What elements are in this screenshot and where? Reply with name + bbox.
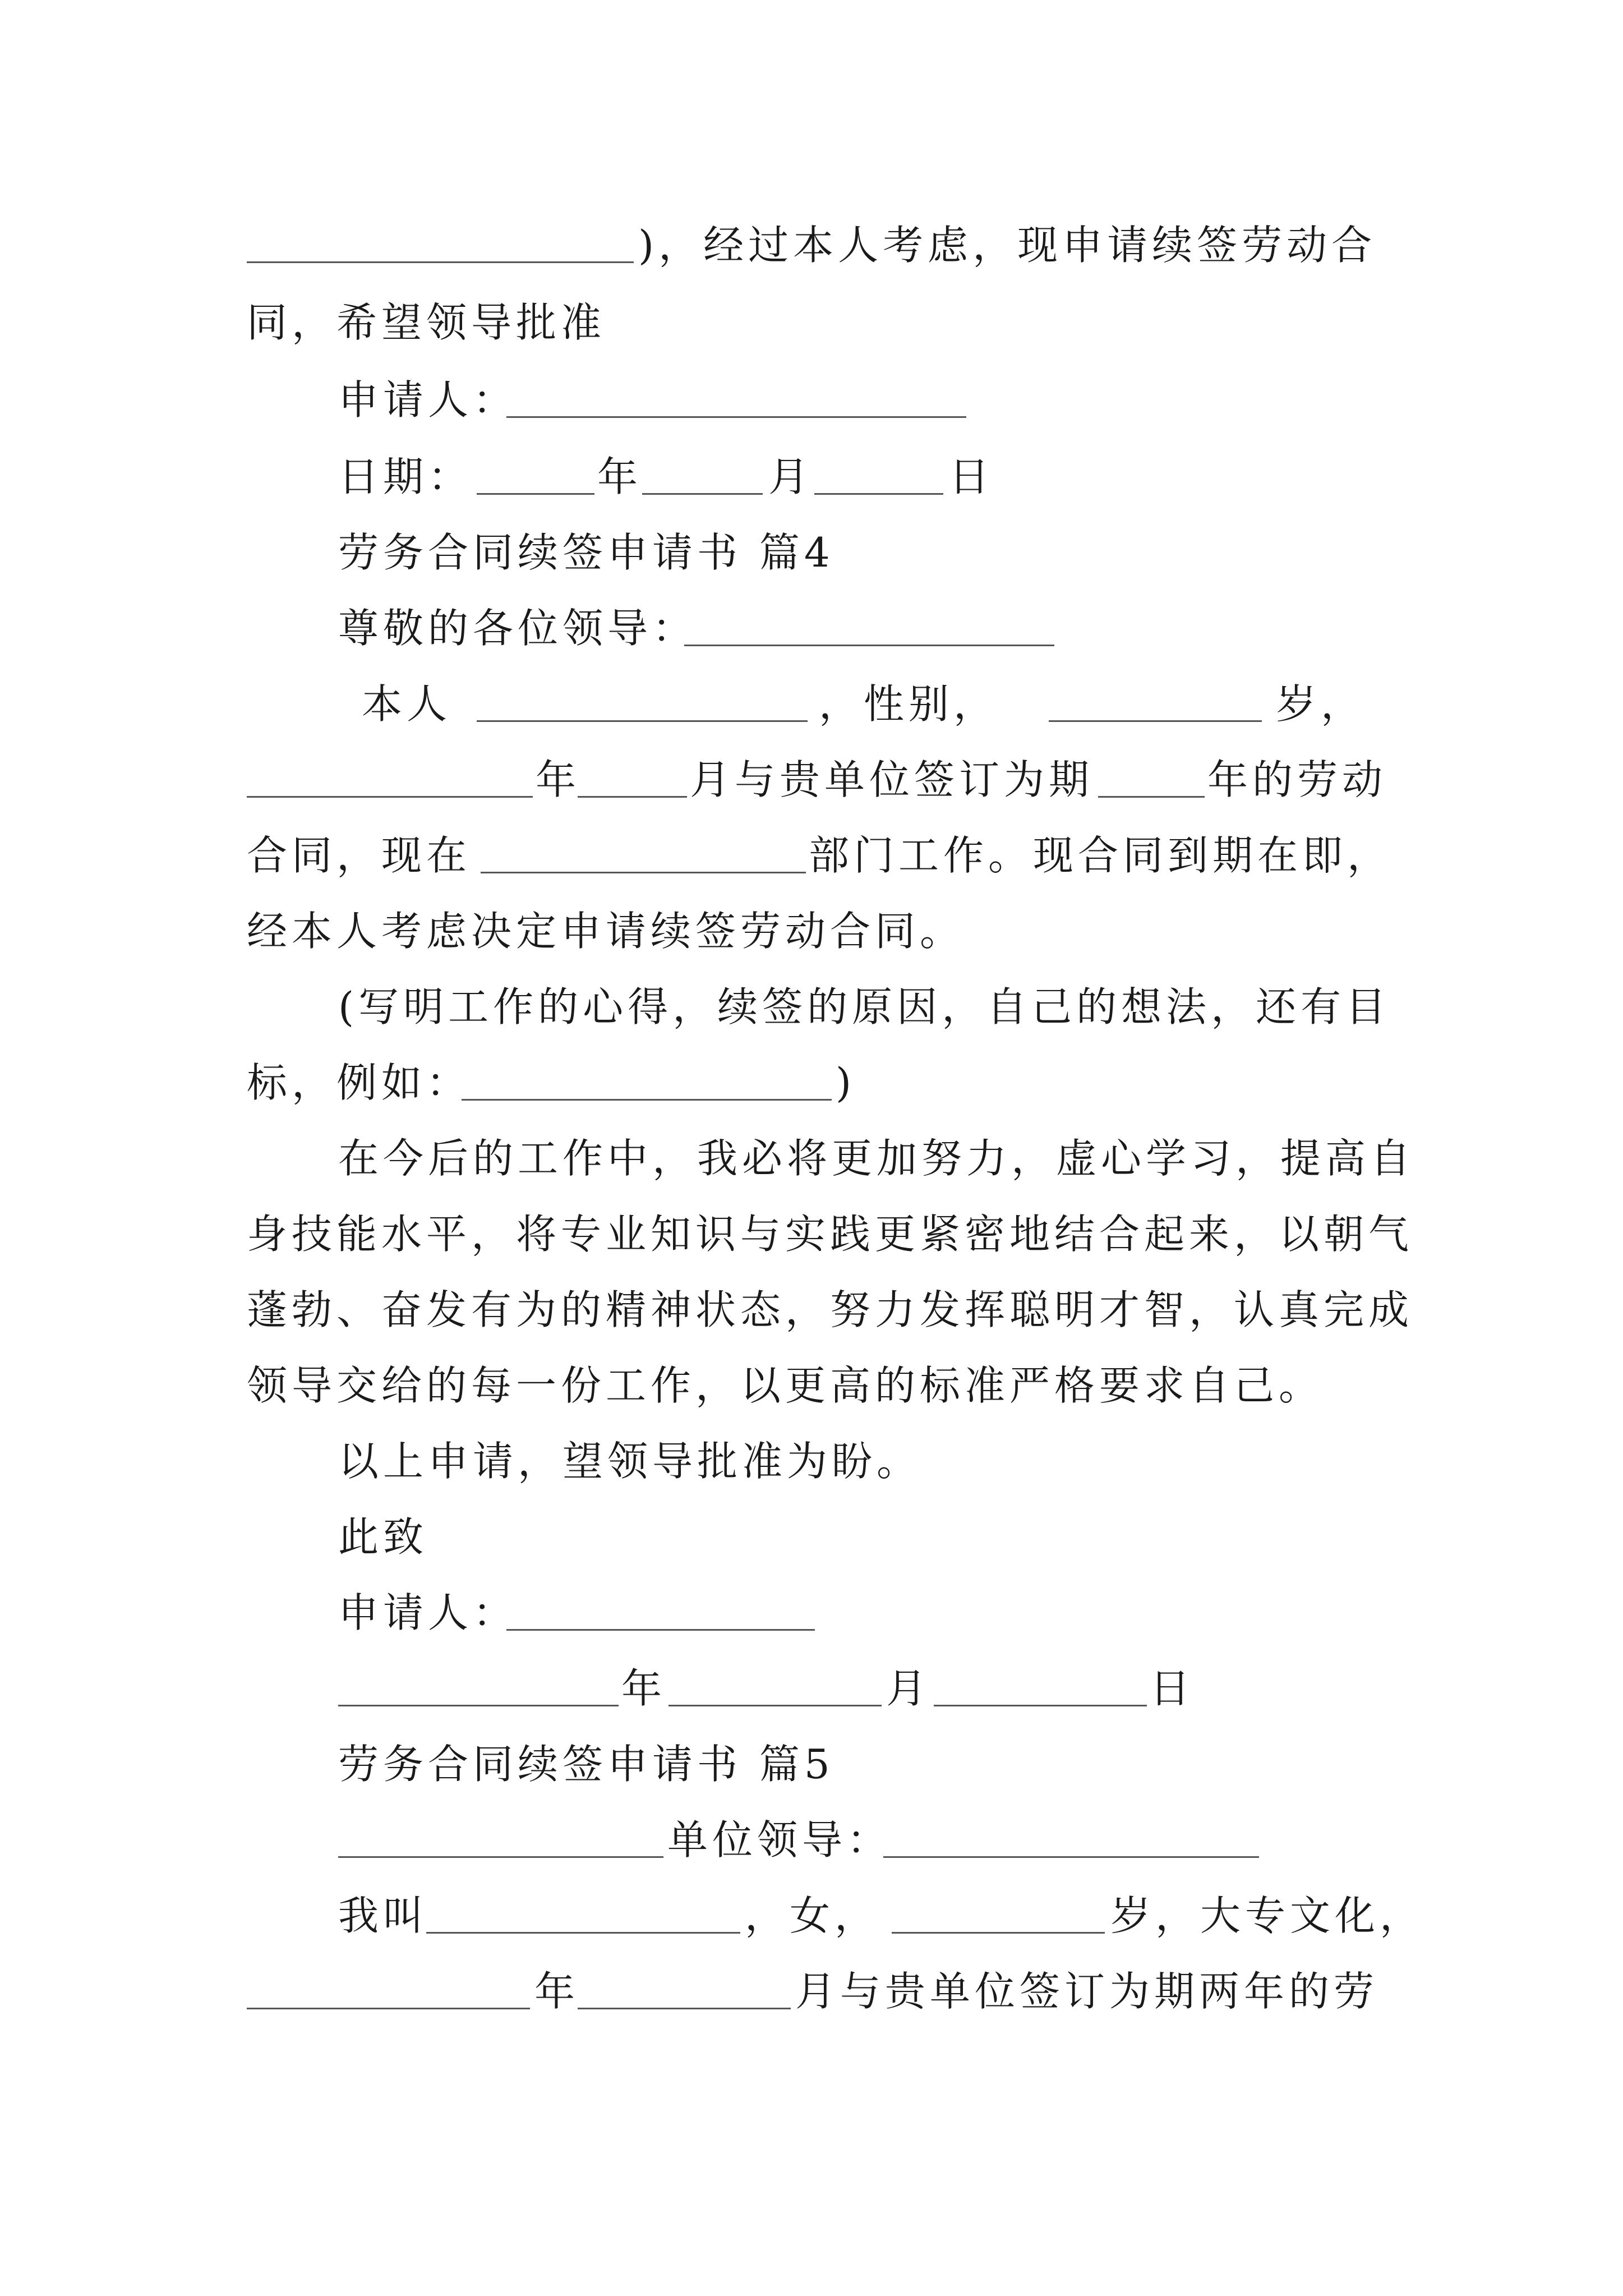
text-segment: )，经过本人考虑，现申请续签劳动合 — [638, 222, 1377, 269]
fill-in-blank — [481, 872, 806, 873]
text-segment: 年 — [536, 756, 581, 803]
fill-in-blank — [477, 493, 594, 495]
text-line — [0, 1658, 1623, 1719]
text-segment: 年 — [597, 453, 643, 500]
text-line — [0, 1733, 1623, 1795]
text-line — [0, 446, 1623, 508]
text-line — [0, 292, 1623, 353]
text-segment: 此致 — [338, 1513, 428, 1561]
text-segment: 日 — [949, 453, 994, 500]
fill-in-blank — [883, 1856, 1259, 1858]
fill-in-blank — [247, 261, 634, 263]
text-line — [0, 1506, 1623, 1568]
text-segment: 劳务合同续签申请书 篇4 — [338, 529, 834, 576]
text-segment: ) — [836, 1059, 856, 1106]
fill-in-blank — [477, 720, 808, 722]
fill-in-blank — [642, 493, 763, 495]
fill-in-blank — [338, 1856, 663, 1858]
text-line — [0, 1128, 1623, 1189]
text-segment: 月 — [768, 453, 814, 500]
text-segment: 月与贵单位签订为期两年的劳 — [795, 1968, 1379, 2015]
text-line — [0, 522, 1623, 583]
fill-in-blank — [578, 2008, 791, 2009]
text-segment: 年 — [621, 1665, 667, 1712]
fill-in-blank — [934, 1705, 1147, 1706]
text-line — [0, 825, 1623, 886]
text-segment: 以上申请，望领导批准为盼。 — [338, 1438, 922, 1485]
text-segment: 经本人考虑决定申请续签劳动合同。 — [247, 908, 965, 955]
text-segment: 岁， — [1276, 680, 1366, 728]
text-segment: 日 — [1150, 1665, 1195, 1712]
text-line — [0, 1885, 1623, 1947]
text-segment: 蓬勃、奋发有为的精神状态，努力发挥聪明才智，认真完成 — [247, 1286, 1414, 1333]
text-segment: 尊敬的各位领导： — [338, 605, 698, 652]
text-segment: 同，希望领导批准 — [247, 299, 606, 346]
text-segment: 我叫 — [338, 1892, 428, 1939]
text-segment: ，性别， — [819, 680, 999, 728]
fill-in-blank — [892, 1932, 1105, 1934]
text-segment: 身技能水平，将专业知识与实践更紧密地结合起来，以朝气 — [247, 1211, 1414, 1258]
text-segment: 日期： — [338, 453, 473, 500]
fill-in-blank — [1098, 796, 1205, 798]
text-segment: 月与贵单位签订为期 — [690, 756, 1094, 803]
fill-in-blank — [426, 1932, 740, 1934]
fill-in-blank — [668, 1705, 882, 1706]
text-segment: ，女， — [745, 1892, 880, 1939]
fill-in-blank — [814, 493, 943, 495]
text-segment: (写明工作的心得，续签的原因，自己的想法，还有目 — [338, 983, 1391, 1030]
text-segment: 标，例如： — [247, 1059, 472, 1106]
text-segment: 领导交给的每一份工作，以更高的标准严格要求自己。 — [247, 1362, 1324, 1409]
text-line — [0, 597, 1623, 659]
fill-in-blank — [247, 796, 533, 798]
text-segment: 合同，现在 — [247, 832, 472, 879]
text-segment: 劳务合同续签申请书 篇5 — [338, 1741, 834, 1788]
text-segment: 岁，大专文化， — [1110, 1892, 1425, 1939]
text-line — [0, 1355, 1623, 1416]
text-line — [0, 1430, 1623, 1492]
fill-in-blank — [462, 1099, 832, 1101]
text-line — [0, 1582, 1623, 1644]
fill-in-blank — [1049, 720, 1262, 722]
fill-in-blank — [578, 796, 687, 798]
text-line — [0, 1809, 1623, 1871]
text-line — [0, 673, 1623, 735]
text-line — [0, 1052, 1623, 1114]
fill-in-blank — [506, 1629, 815, 1631]
text-line — [0, 900, 1623, 962]
text-line — [0, 976, 1623, 1038]
text-segment: 申请人： — [338, 376, 518, 424]
text-segment: 在今后的工作中，我必将更加努力，虚心学习，提高自 — [338, 1135, 1415, 1182]
text-line — [0, 1203, 1623, 1265]
text-line — [0, 214, 1623, 276]
fill-in-blank — [247, 2008, 530, 2009]
fill-in-blank — [506, 416, 966, 418]
text-segment: 本人 — [362, 680, 452, 728]
text-line — [0, 749, 1623, 811]
fill-in-blank — [338, 1705, 619, 1706]
text-line — [0, 1279, 1623, 1341]
text-segment: 年 — [534, 1968, 580, 2015]
text-line — [0, 369, 1623, 431]
text-segment: 月 — [886, 1665, 932, 1712]
text-segment: 部门工作。现合同到期在即， — [809, 832, 1393, 879]
text-segment: 年的劳动 — [1207, 756, 1387, 803]
text-segment: 申请人： — [338, 1589, 518, 1636]
fill-in-blank — [684, 645, 1054, 646]
text-line — [0, 1961, 1623, 2022]
text-segment: 单位领导： — [667, 1816, 892, 1864]
